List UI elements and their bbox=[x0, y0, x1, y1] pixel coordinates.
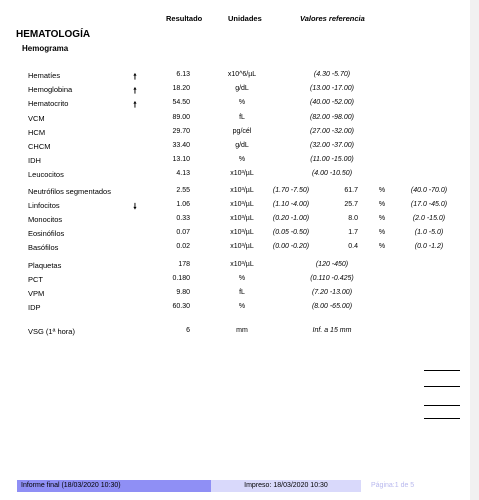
param-reference: (82.00 -98.00) bbox=[310, 114, 354, 121]
param-reference: (32.00 -37.00) bbox=[310, 142, 354, 149]
param-unit: x10³/µL bbox=[230, 229, 254, 236]
param-name: CHCM bbox=[28, 142, 51, 151]
header-resultado: Resultado bbox=[166, 14, 203, 23]
param-percent-reference: (1.0 -5.0) bbox=[414, 229, 444, 236]
param-percent-unit: % bbox=[378, 187, 386, 194]
param-unit: x10^6/µL bbox=[227, 71, 257, 78]
param-reference: (7.20 -13.00) bbox=[311, 289, 353, 296]
param-result: 0.180 bbox=[172, 275, 190, 282]
param-result: 89.00 bbox=[172, 114, 190, 121]
arrow-up-icon: 🠕 bbox=[133, 72, 137, 81]
param-percent: 61.7 bbox=[344, 187, 358, 194]
param-percent: 8.0 bbox=[348, 215, 358, 222]
param-name: Monocitos bbox=[28, 215, 63, 224]
param-reference: (0.00 -0.20) bbox=[272, 243, 310, 250]
param-result: 60.30 bbox=[172, 303, 190, 310]
param-name: Basófilos bbox=[28, 243, 59, 252]
signature-line bbox=[424, 370, 460, 371]
table-row bbox=[0, 201, 470, 213]
param-unit: x10³/µL bbox=[230, 261, 254, 268]
footer-pagina: Página:1 de 5 bbox=[371, 482, 415, 489]
header-valores-referencia: Valores referencia bbox=[300, 14, 365, 23]
param-unit: fL bbox=[239, 114, 245, 121]
signature-line bbox=[424, 386, 460, 387]
table-row bbox=[0, 327, 470, 339]
param-result: 29.70 bbox=[172, 128, 190, 135]
param-unit: % bbox=[238, 303, 246, 310]
param-name: PCT bbox=[28, 275, 43, 284]
table-row bbox=[0, 128, 470, 140]
table-row bbox=[0, 85, 470, 97]
param-unit: mm bbox=[236, 327, 248, 334]
param-percent-unit: % bbox=[378, 229, 386, 236]
param-reference: (27.00 -32.00) bbox=[310, 128, 354, 135]
table-row bbox=[0, 261, 470, 273]
param-percent-reference: (0.0 -1.2) bbox=[414, 243, 444, 250]
param-result: 0.07 bbox=[176, 229, 190, 236]
param-result: 18.20 bbox=[172, 85, 190, 92]
param-result: 6 bbox=[186, 327, 190, 334]
param-unit: % bbox=[238, 99, 246, 106]
param-percent-unit: % bbox=[378, 243, 386, 250]
param-result: 0.33 bbox=[176, 215, 190, 222]
param-name: Hemoglobina bbox=[28, 85, 73, 94]
table-row bbox=[0, 71, 470, 83]
param-result: 54.50 bbox=[172, 99, 190, 106]
table-row bbox=[0, 99, 470, 111]
arrow-up-icon: 🠕 bbox=[133, 100, 137, 109]
param-reference: (1.10 -4.00) bbox=[272, 201, 310, 208]
param-result: 1.06 bbox=[176, 201, 190, 208]
param-name: Plaquetas bbox=[28, 261, 62, 270]
param-name: VPM bbox=[28, 289, 45, 298]
table-row bbox=[0, 229, 470, 241]
param-name: VSG (1ª hora) bbox=[28, 327, 75, 336]
param-name: IDH bbox=[28, 156, 41, 165]
param-reference: (0.20 -1.00) bbox=[272, 215, 310, 222]
table-row bbox=[0, 303, 470, 315]
param-reference: (40.00 -52.00) bbox=[310, 99, 354, 106]
table-row bbox=[0, 142, 470, 154]
param-percent: 0.4 bbox=[348, 243, 358, 250]
param-unit: g/dL bbox=[235, 142, 249, 149]
table-row bbox=[0, 170, 470, 182]
param-unit: g/dL bbox=[235, 85, 249, 92]
param-percent-reference: (17.0 -45.0) bbox=[410, 201, 448, 208]
param-name: IDP bbox=[28, 303, 41, 312]
param-result: 6.13 bbox=[176, 71, 190, 78]
param-unit: x10³/µL bbox=[230, 243, 254, 250]
param-unit: x10³/µL bbox=[230, 187, 254, 194]
param-unit: fL bbox=[239, 289, 245, 296]
param-unit: % bbox=[238, 156, 246, 163]
param-result: 9.80 bbox=[176, 289, 190, 296]
param-result: 0.02 bbox=[176, 243, 190, 250]
viewer-background bbox=[470, 0, 479, 500]
param-reference: (8.00 -65.00) bbox=[311, 303, 353, 310]
param-result: 33.40 bbox=[172, 142, 190, 149]
param-name: Neutrófilos segmentados bbox=[28, 187, 111, 196]
table-row bbox=[0, 114, 470, 126]
param-name: Eosinófilos bbox=[28, 229, 65, 238]
param-percent-reference: (2.0 -15.0) bbox=[412, 215, 446, 222]
header-unidades: Unidades bbox=[228, 14, 262, 23]
table-row bbox=[0, 187, 470, 199]
table-row bbox=[0, 156, 470, 168]
param-name: Linfocitos bbox=[28, 201, 60, 210]
param-reference: (0.110 -0.425) bbox=[310, 275, 354, 282]
param-result: 13.10 bbox=[172, 156, 190, 163]
param-name: Hematíes bbox=[28, 71, 61, 80]
param-percent: 1.7 bbox=[348, 229, 358, 236]
signature-line bbox=[424, 405, 460, 406]
param-percent-reference: (40.0 -70.0) bbox=[410, 187, 448, 194]
param-unit: x10³/µL bbox=[230, 170, 254, 177]
section-title: HEMATOLOGÍA bbox=[16, 29, 91, 40]
param-name: Leucocitos bbox=[28, 170, 64, 179]
param-name: VCM bbox=[28, 114, 45, 123]
param-reference: (4.30 -5.70) bbox=[313, 71, 351, 78]
param-reference: (4.00 -10.50) bbox=[311, 170, 353, 177]
subsection-title: Hemograma bbox=[22, 44, 69, 53]
param-reference: (1.70 -7.50) bbox=[272, 187, 310, 194]
table-row bbox=[0, 215, 470, 227]
arrow-up-icon: 🠕 bbox=[133, 86, 137, 95]
param-name: Hematocrito bbox=[28, 99, 69, 108]
table-row bbox=[0, 275, 470, 287]
param-reference: (120 -450) bbox=[315, 261, 349, 268]
param-name: HCM bbox=[28, 128, 46, 137]
table-row bbox=[0, 289, 470, 301]
signature-line bbox=[424, 418, 460, 419]
param-result: 4.13 bbox=[176, 170, 190, 177]
param-result: 178 bbox=[178, 261, 190, 268]
arrow-down-icon: 🠗 bbox=[133, 202, 137, 211]
param-reference: (13.00 -17.00) bbox=[310, 85, 354, 92]
param-percent-unit: % bbox=[378, 215, 386, 222]
param-reference: (0.05 -0.50) bbox=[272, 229, 310, 236]
param-percent: 25.7 bbox=[344, 201, 358, 208]
param-unit: % bbox=[238, 275, 246, 282]
footer-informe-final: Informe final (18/03/2020 10:30) bbox=[17, 480, 211, 492]
footer-impreso: Impreso: 18/03/2020 10:30 bbox=[211, 480, 361, 492]
param-reference: Inf. a 15 mm bbox=[312, 327, 352, 334]
param-percent-unit: % bbox=[378, 201, 386, 208]
param-unit: x10³/µL bbox=[230, 201, 254, 208]
table-row bbox=[0, 243, 470, 255]
param-unit: pg/cél bbox=[232, 128, 252, 135]
param-unit: x10³/µL bbox=[230, 215, 254, 222]
param-result: 2.55 bbox=[176, 187, 190, 194]
param-reference: (11.00 -15.00) bbox=[310, 156, 354, 163]
